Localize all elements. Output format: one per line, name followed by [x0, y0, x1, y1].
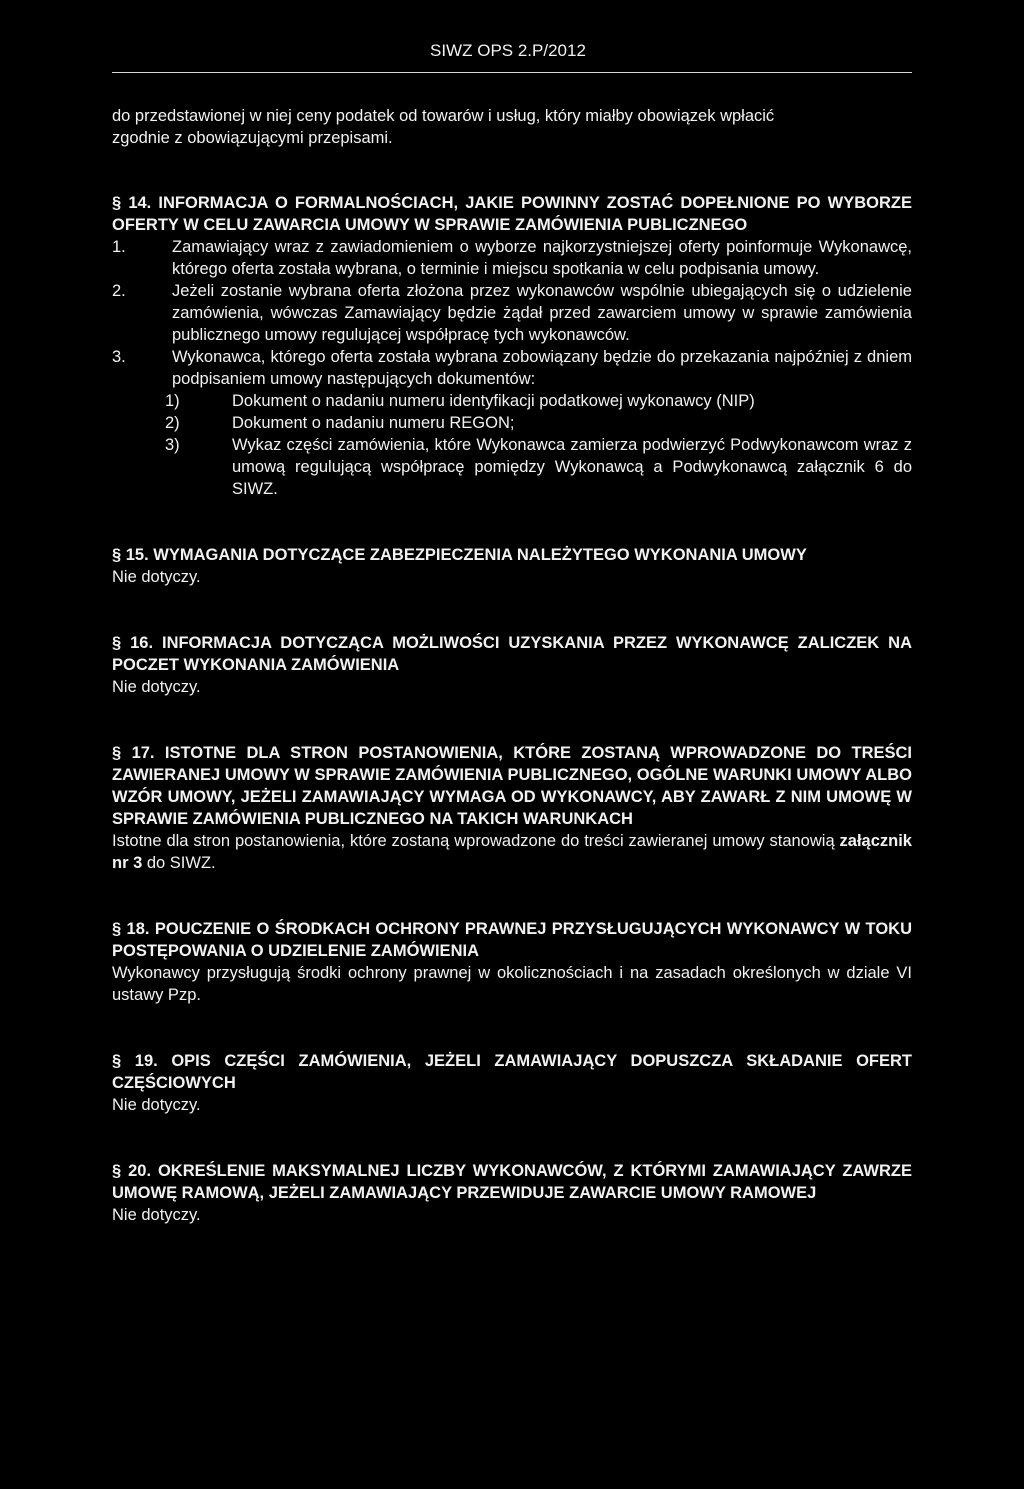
- document-body: [112, 105, 912, 1226]
- item-text: Wykonawca, którego oferta została wybrana zobowiązany będzie do przekazania najpóźniej z dniem podpisaniem umowy następujących dokumentów:: [172, 348, 912, 388]
- documents-list-item-3: [165, 434, 912, 500]
- section-17-title: § 17. ISTOTNE DLA STRON POSTANOWIENIA, KTÓRE ZOSTANĄ WPROWADZONE DO TREŚCI ZAWIERANEJ UMOWY W SPRAWIE ZAMÓWIENIA PUBLICZNEGO, OGÓLNE WARUNKI UMOWY ALBO WZÓR UMOWY, JEŻELI ZAMAWIAJĄCY WYMAGA OD WYKONAWCY, ABY ZAWARŁ Z NIM UMOWĘ W SPRAWIE ZAMÓWIENIA PUBLICZNEGO NA TAKICH WARUNKACH: [112, 744, 912, 828]
- section-14-item-3: [112, 346, 912, 390]
- section-14-item-1: [112, 236, 912, 280]
- section-15-body: Nie dotyczy.: [112, 568, 201, 586]
- item-number: 1.: [112, 238, 126, 256]
- section-15: [112, 544, 912, 588]
- documents-list: [112, 390, 912, 500]
- section-15-title: § 15. WYMAGANIA DOTYCZĄCE ZABEZPIECZENIA NALEŻYTEGO WYKONANIA UMOWY: [112, 546, 807, 564]
- section-17: [112, 742, 912, 874]
- section-17-body: [112, 830, 912, 874]
- item-text: Jeżeli zostanie wybrana oferta złożona przez wykonawców wspólnie ubiegających się o udzielenie zamówienia, wówczas Zamawiający będzie żądał przed zawarciem umowy w sprawie zamówienia publicznego umowy regulującej współpracę tych wykonawców.: [172, 282, 912, 344]
- section-18: [112, 918, 912, 1006]
- attachment-reference: załącznik nr 3: [112, 832, 912, 872]
- section-18-body: Wykonawcy przysługują środki ochrony prawnej w okolicznościach i na zasadach określonych w dziale VI ustawy Pzp.: [112, 964, 912, 1004]
- section-16: [112, 632, 912, 698]
- section-19-title: § 19. OPIS CZĘŚCI ZAMÓWIENIA, JEŻELI ZAMAWIAJĄCY DOPUSZCZA SKŁADANIE OFERT CZĘŚCIOWYCH: [112, 1052, 912, 1092]
- item-number: 2.: [112, 282, 126, 300]
- intro-line-1: do przedstawionej w niej ceny podatek od towarów i usług, który miałby obowiązek wpłacić: [112, 107, 775, 125]
- document-code: SIWZ OPS 2.P/2012: [430, 41, 586, 60]
- subitem-number: 3): [165, 436, 180, 454]
- section-20-body: Nie dotyczy.: [112, 1206, 201, 1224]
- header-divider: [112, 72, 912, 73]
- intro-line-2: zgodnie z obowiązującymi przepisami.: [112, 129, 393, 147]
- subitem-number: 1): [165, 392, 180, 410]
- section-17-body-end: do SIWZ.: [142, 854, 216, 872]
- item-text: Zamawiający wraz z zawiadomieniem o wyborze najkorzystniejszej oferty poinformuje Wykonawcę, którego oferta została wybrana, o terminie i miejscu spotkania w celu podpisania umowy.: [172, 238, 912, 278]
- documents-list-item-1: [165, 390, 912, 412]
- section-14: [112, 192, 912, 500]
- subitem-text: Wykaz części zamówienia, które Wykonawca zamierza podwierzyć Podwykonawcom wraz z umową regulującą współpracę pomiędzy Wykonawcą a Podwykonawcą załącznik 6 do SIWZ.: [232, 436, 912, 498]
- documents-list-item-2: [165, 412, 912, 434]
- item-number: 3.: [112, 348, 126, 366]
- subitem-text: Dokument o nadaniu numeru identyfikacji podatkowej wykonawcy (NIP): [232, 392, 755, 410]
- section-19: [112, 1050, 912, 1116]
- section-18-title: § 18. POUCZENIE O ŚRODKACH OCHRONY PRAWNEJ PRZYSŁUGUJĄCYCH WYKONAWCY W TOKU POSTĘPOWANIA O UDZIELENIE ZAMÓWIENIA: [112, 920, 912, 960]
- section-17-body-text: Istotne dla stron postanowienia, które zostaną wprowadzone do treści zawieranej umowy stanowią: [112, 832, 840, 850]
- section-20-title: § 20. OKREŚLENIE MAKSYMALNEJ LICZBY WYKONAWCÓW, Z KTÓRYMI ZAMAWIAJĄCY ZAWRZE UMOWĘ RAMOWĄ, JEŻELI ZAMAWIAJĄCY PRZEWIDUJE ZAWARCIE UMOWY RAMOWEJ: [112, 1162, 912, 1202]
- section-20: [112, 1160, 912, 1226]
- section-14-title: § 14. INFORMACJA O FORMALNOŚCIACH, JAKIE POWINNY ZOSTAĆ DOPEŁNIONE PO WYBORZE OFERTY W CELU ZAWARCIA UMOWY W SPRAWIE ZAMÓWIENIA PUBLICZNEGO: [112, 194, 912, 234]
- section-14-item-2: [112, 280, 912, 346]
- section-16-body: Nie dotyczy.: [112, 678, 201, 696]
- subitem-text: Dokument o nadaniu numeru REGON;: [232, 414, 515, 432]
- section-16-title: § 16. INFORMACJA DOTYCZĄCA MOŻLIWOŚCI UZYSKANIA PRZEZ WYKONAWCĘ ZALICZEK NA POCZET WYKONANIA ZAMÓWIENIA: [112, 634, 912, 674]
- section-19-body: Nie dotyczy.: [112, 1096, 201, 1114]
- subitem-number: 2): [165, 414, 180, 432]
